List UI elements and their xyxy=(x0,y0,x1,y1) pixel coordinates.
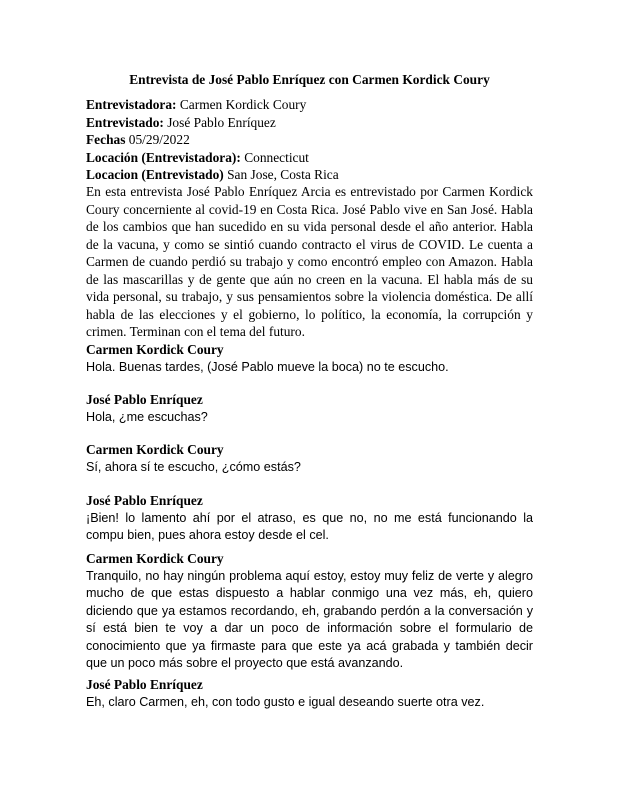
metadata-interviewee-location xyxy=(86,166,533,184)
speaker-name: Carmen Kordick Coury xyxy=(86,442,224,457)
metadata-interviewer-location xyxy=(86,149,533,167)
interview-summary: En esta entrevista José Pablo Enríquez Arcia es entrevistado por Carmen Kordick Coury concerniente al covid-19 en Costa Rica. José Pablo vive en San José. Habla de los cambios que han sucedido en su vida personal desde el año anterior. Habla de la vacuna, y como se sintió cuando contracto el virus de COVID. Le cuenta a Carmen de cuando perdió su trabajo y como encontró empleo con Amazon. Habla de las mascarillas y de gente que aún no creen en la vacuna. El habla más de su vida personal, su trabajo, y sus pensamientos sobre la violencia doméstica. De allí habla de las elecciones y el gobierno, lo político, la economía, la corrupción y crimen. Terminan con el tema del futuro. xyxy=(86,184,533,339)
speaker-name: José Pablo Enríquez xyxy=(86,677,203,692)
metadata-label: Entrevistado: xyxy=(86,114,164,130)
speaker-name: Carmen Kordick Coury xyxy=(86,551,224,566)
metadata-label: Locacion (Entrevistado) xyxy=(86,167,224,182)
speech-text: Sí, ahora sí te escucho, ¿cómo estás? xyxy=(86,459,301,474)
metadata-label: Entrevistadora: xyxy=(86,97,177,112)
metadata-interviewer xyxy=(86,96,533,114)
transcript-turn xyxy=(86,492,533,545)
speaker-name: José Pablo Enríquez xyxy=(86,392,203,407)
transcript-turn xyxy=(86,391,533,426)
speech-text: ¡Bien! lo lamento ahí por el atraso, es que no, no me está funcionando la compu bien, pues ahora estoy desde el cel. xyxy=(86,510,533,543)
metadata-date xyxy=(86,131,533,149)
metadata-value: Connecticut xyxy=(240,149,309,165)
document-title: Entrevista de José Pablo Enríquez con Carmen Kordick Coury xyxy=(129,72,490,87)
speech-text: Hola. Buenas tardes, (José Pablo mueve la boca) no te escucho. xyxy=(86,359,449,374)
metadata-value: 05/29/2022 xyxy=(125,132,190,147)
metadata-label: Fechas xyxy=(86,132,126,147)
speaker-name: José Pablo Enríquez xyxy=(86,493,203,508)
metadata-value: José Pablo Enríquez xyxy=(163,114,276,130)
speech-text: Tranquilo, no hay ningún problema aquí estoy, estoy muy feliz de verte y alegro mucho de que estas dispuesto a hablar conmigo una vez más, eh, quiero diciendo que ya estamos recordando, eh, grabando perdón a la conversación y sí está bien te voy a dar un poco de información sobre el formulario de conocimiento que ya firmaste para que este ya acá grabada y también decir que un poco más sobre el proyecto que está avanzando. xyxy=(86,568,533,671)
transcript-turn xyxy=(86,550,533,673)
metadata-interviewee xyxy=(86,114,533,132)
speaker-name: Carmen Kordick Coury xyxy=(86,342,224,357)
transcript-turn xyxy=(86,676,533,711)
transcript-turn xyxy=(86,341,533,376)
transcript-turn xyxy=(86,441,533,476)
metadata-value: San Jose, Costa Rica xyxy=(223,167,339,182)
metadata-label: Locación (Entrevistadora): xyxy=(86,149,241,165)
speech-text: Hola, ¿me escuchas? xyxy=(86,409,208,424)
interview-metadata xyxy=(86,96,533,184)
metadata-value: Carmen Kordick Coury xyxy=(176,97,307,112)
speech-text: Eh, claro Carmen, eh, con todo gusto e igual deseando suerte otra vez. xyxy=(86,694,485,709)
